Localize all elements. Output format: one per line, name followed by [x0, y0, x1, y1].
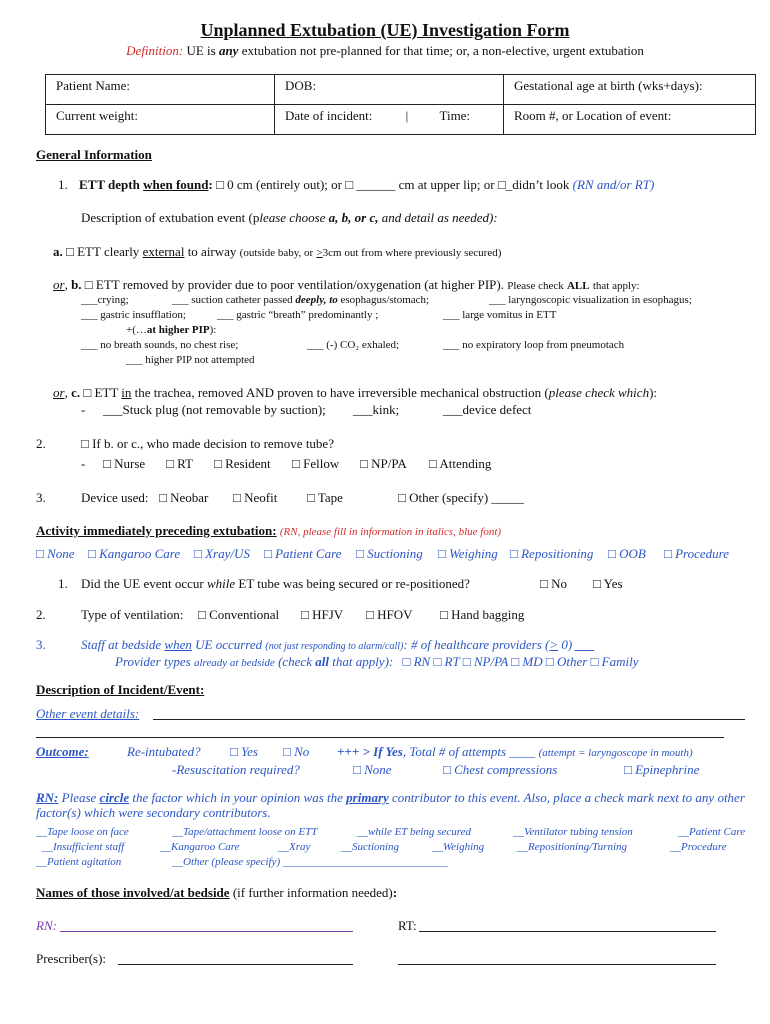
act-q2-number: 2.: [36, 607, 46, 622]
option-c-text-2: the trachea, removed AND proven to have irreversible mechanical obstruction (: [134, 385, 549, 400]
factor-procedure[interactable]: __Procedure: [670, 841, 727, 853]
act-q1-number: 1.: [58, 576, 68, 591]
q2-number: 2.: [36, 436, 46, 451]
activity-note: (RN, please fill in information in italics, blue font): [279, 526, 502, 538]
desc-prefix: Description of extubation event (p: [81, 210, 260, 225]
q2-text[interactable]: □ If b. or c., who made decision to remove tube?: [81, 436, 334, 451]
act-q1-no[interactable]: □ No: [540, 576, 567, 591]
activity-heading: Activity immediately preceding extubation:: [36, 523, 277, 538]
q2-nurse[interactable]: □ Nurse: [103, 456, 146, 471]
option-c-line: or, c. □ ETT in the trachea, removed AND proven to have irreversible mechanical obstruction (please check which):: [53, 385, 658, 400]
b-co2-exhaled[interactable]: ___ (-) CO₂ exhaled;: [307, 339, 400, 351]
q2-dash: -: [81, 456, 86, 471]
provider-md[interactable]: □ MD: [511, 654, 543, 669]
q3-number: 3.: [36, 490, 46, 505]
b-laryngoscopic[interactable]: ___ laryngoscopic visualization in esophagus;: [489, 294, 692, 306]
gestational-age-cell[interactable]: [504, 75, 756, 105]
other-event-label: Other event details:: [36, 706, 140, 721]
b-suction-catheter[interactable]: [172, 294, 429, 307]
staff-small: (not just responding to alarm/call): [265, 641, 404, 652]
desc-end: and detail as needed):: [381, 210, 498, 225]
staff-bedside-line: [81, 638, 595, 653]
provider-types-all: all: [315, 654, 329, 669]
ett-depth-question: [58, 178, 654, 193]
ventilation-label: Type of ventilation:: [81, 607, 184, 622]
b-crying[interactable]: ___crying;: [81, 294, 129, 306]
act-q1-text-1: Did the UE event occur: [81, 576, 204, 591]
option-c-text-3: ):: [649, 385, 658, 400]
option-c-or: or: [53, 385, 65, 400]
names-heading-paren: (if further information needed): [232, 885, 393, 900]
device-other[interactable]: □ Other (specify) _____: [398, 490, 524, 505]
factor-patient-agitation[interactable]: __Patient agitation: [36, 856, 122, 868]
ett-depth-colon: :: [208, 177, 213, 192]
prescriber-line[interactable]: [118, 964, 353, 965]
factor-other[interactable]: __Other (please specify) ______________________________: [172, 856, 448, 868]
rn-rt-note: (RN and/or RT): [572, 177, 655, 192]
room-cell[interactable]: [504, 105, 756, 135]
rn-primary: primary: [346, 790, 389, 805]
device-neobar[interactable]: □ Neobar: [159, 490, 209, 505]
definition-text-1: UE is: [186, 43, 216, 58]
b-no-breath-sounds[interactable]: ___ no breath sounds, no chest rise;: [81, 339, 239, 351]
rn-name-line[interactable]: [60, 931, 353, 932]
other-event-line-2[interactable]: [36, 737, 724, 738]
patient-info-table: [45, 74, 756, 135]
prescriber-label: Prescriber(s):: [36, 951, 107, 966]
option-a-line: [53, 245, 501, 260]
b-higher-pip-note: [126, 324, 216, 337]
rt-name-line[interactable]: [419, 931, 716, 932]
if-yes-label: +++ > If Yes: [337, 744, 403, 759]
provider-types-line: [115, 655, 639, 670]
option-c-label: c.: [71, 385, 81, 400]
extubation-description-prompt: [81, 211, 498, 226]
ett-option-cm[interactable]: □ ______ cm at upper lip; or: [345, 177, 495, 192]
rn-text-2: the factor which in your opinion was the: [132, 790, 343, 805]
c-stuck-plug[interactable]: ___Stuck plug (not removable by suction);: [103, 402, 326, 417]
option-b-all: ALL: [566, 280, 590, 292]
option-a-text-1: ETT clearly: [77, 244, 140, 259]
option-c-in: in: [121, 385, 132, 400]
activity-weighing[interactable]: □ Weighing: [438, 546, 498, 561]
incident-date-time-cell[interactable]: [275, 105, 504, 135]
staff-when: when: [164, 637, 192, 652]
staff-text-2: UE occurred: [195, 637, 263, 652]
activity-repositioning[interactable]: □ Repositioning: [510, 546, 594, 561]
patient-name-cell[interactable]: [46, 75, 275, 105]
rt-name-label: RT:: [398, 918, 417, 933]
factor-insufficient-staff[interactable]: __Insufficient staff: [42, 841, 125, 853]
when-found-label: when found: [143, 177, 209, 192]
factor-tape-attachment[interactable]: __Tape/attachment loose on ETT: [172, 826, 318, 838]
option-a-small: (outside baby, or: [239, 247, 314, 259]
b-gastric-insufflation[interactable]: ___ gastric insufflation;: [81, 309, 186, 321]
c-kink[interactable]: ___kink;: [353, 402, 400, 417]
total-attempts[interactable]: , Total # of attempts ____: [402, 744, 536, 759]
factor-kangaroo[interactable]: __Kangaroo Care: [160, 841, 240, 853]
rn-circle: circle: [99, 790, 130, 805]
provider-types-b: (check: [278, 654, 312, 669]
rn-label: RN:: [36, 790, 59, 805]
factor-tape-loose-face[interactable]: __Tape loose on face: [36, 826, 129, 838]
reintubated-no[interactable]: □ No: [283, 744, 310, 759]
desc-abc: a, b, or c,: [328, 210, 379, 225]
factor-repositioning[interactable]: __Repositioning/Turning: [517, 841, 628, 853]
c-device-defect[interactable]: ___device defect: [443, 402, 532, 417]
rn-text-3: contributor to this event. Also, place a check mark next to any: [392, 790, 715, 805]
option-b-small: Please check: [507, 280, 564, 292]
dob-label: DOB:: [285, 78, 317, 93]
act-q1-text: [81, 577, 470, 592]
staff-count-blank[interactable]: ___: [575, 637, 595, 652]
device-used-label: Device used:: [81, 490, 149, 505]
b-suction-a: ___ suction catheter passed: [172, 294, 293, 306]
activity-none[interactable]: □ None: [36, 546, 75, 561]
gestational-age-label: Gestational age at birth (wks+days):: [514, 78, 703, 93]
current-weight-label: Current weight:: [56, 108, 138, 123]
factor-patient-care[interactable]: __Patient Care: [678, 826, 746, 838]
activity-heading-line: [36, 524, 501, 539]
vent-hfov[interactable]: □ HFOV: [366, 607, 413, 622]
b-suction-b: deeply, to: [295, 294, 338, 306]
b-pip-a: +(…: [126, 324, 147, 336]
option-b-line: or, b. □ ETT removed by provider due to poor ventilation/oxygenation (at higher PIP). Please check ALL that apply:: [53, 277, 640, 292]
option-b-label: b.: [71, 277, 82, 292]
staff-gt: >: [549, 637, 559, 652]
factor-weighing[interactable]: __Weighing: [432, 841, 485, 853]
reintubated-label: Re-intubated?: [127, 744, 201, 759]
act-q1-while: while: [206, 576, 236, 591]
outcome-label: Outcome:: [36, 744, 89, 759]
b-gastric-breath[interactable]: ___ gastric “breath” predominantly ;: [217, 309, 379, 321]
b-pip-c: ):: [209, 324, 217, 336]
ett-option-didnt-look[interactable]: □_didn’t look: [497, 177, 570, 192]
q2-attending[interactable]: □ Attending: [429, 456, 492, 471]
definition-label: Definition:: [126, 43, 184, 58]
reintubated-yes[interactable]: □ Yes: [230, 744, 258, 759]
names-heading-colon: :: [392, 885, 398, 900]
resus-label: -Resuscitation required?: [172, 762, 300, 777]
rn-name-label: RN:: [36, 918, 57, 933]
factor-vent-tubing[interactable]: __Ventilator tubing tension: [513, 826, 633, 838]
option-a-small-2: 3cm out from where previously secured): [322, 247, 502, 259]
vent-hfjv[interactable]: □ HFJV: [301, 607, 344, 622]
q2-rt[interactable]: □ RT: [166, 456, 193, 471]
option-a-external: external: [142, 244, 185, 259]
option-b-small-2: that apply:: [592, 280, 640, 292]
attempt-note: (attempt = laryngoscope in mouth): [538, 747, 693, 759]
option-a-text-2: to airway: [187, 244, 237, 259]
names-heading: Names of those involved/at bedside: [36, 885, 230, 900]
provider-types-small: already at bedside: [193, 657, 275, 669]
desc-italic: lease choose: [259, 210, 326, 225]
general-info-heading: General Information: [36, 147, 152, 162]
b-no-expiratory-loop[interactable]: ___ no expiratory loop from pneumotach: [443, 339, 625, 351]
resus-chest[interactable]: □ Chest compressions: [443, 762, 558, 777]
date-time-separator: |: [405, 108, 409, 123]
option-a-gt: >: [316, 247, 323, 259]
other-event-line-1[interactable]: [153, 719, 745, 720]
b-suction-c: esophagus/stomach;: [340, 294, 430, 306]
definition-any: any: [218, 43, 239, 58]
device-neofit[interactable]: □ Neofit: [233, 490, 278, 505]
provider-rn[interactable]: □ RN: [402, 654, 431, 669]
option-b-text[interactable]: □ ETT removed by provider due to poor ventilation/oxygenation (at higher PIP).: [84, 277, 504, 292]
factor-while-secured[interactable]: __while ET being secured: [357, 826, 471, 838]
option-a-checkbox[interactable]: □: [66, 244, 74, 259]
provider-other[interactable]: □ Other: [545, 654, 588, 669]
activity-oob[interactable]: □ OOB: [608, 546, 646, 561]
activity-procedure[interactable]: □ Procedure: [664, 546, 730, 561]
provider-types-a: Provider types: [115, 654, 191, 669]
date-of-incident-label: Date of incident:: [285, 108, 373, 123]
act-q1-yes[interactable]: □ Yes: [593, 576, 623, 591]
b-pip-b: at higher PIP: [146, 324, 210, 336]
c-dash: -: [81, 402, 86, 417]
if-yes-attempts: [337, 745, 693, 760]
factor-suctioning[interactable]: __Suctioning: [341, 841, 400, 853]
option-b-or: or: [53, 277, 65, 292]
act-q3-number: 3.: [36, 637, 46, 652]
resus-none[interactable]: □ None: [353, 762, 392, 777]
activity-patient-care[interactable]: □ Patient Care: [264, 546, 342, 561]
ett-depth-label: ETT depth: [79, 177, 140, 192]
provider-rt[interactable]: □ RT: [433, 654, 460, 669]
room-label: Room #, or Location of event:: [514, 108, 672, 123]
vent-conventional[interactable]: □ Conventional: [198, 607, 280, 622]
staff-text-3: : # of healthcare providers (: [403, 637, 550, 652]
definition-text-2: extubation not pre-planned for that time; or, a non-elective, urgent extubation: [241, 43, 644, 58]
provider-np-pa[interactable]: □ NP/PA: [462, 654, 509, 669]
time-label: Time:: [439, 108, 471, 123]
vent-hand-bagging[interactable]: □ Hand bagging: [440, 607, 525, 622]
factor-xray[interactable]: __Xray: [278, 841, 311, 853]
names-heading-line: [36, 886, 397, 901]
activity-kangaroo[interactable]: □ Kangaroo Care: [88, 546, 181, 561]
b-large-vomitus[interactable]: ___ large vomitus in ETT: [443, 309, 557, 321]
device-tape[interactable]: □ Tape: [307, 490, 343, 505]
option-c-italic: please check which: [548, 385, 650, 400]
resus-epi[interactable]: □ Epinephrine: [624, 762, 700, 777]
q2-resident[interactable]: □ Resident: [214, 456, 271, 471]
activity-suctioning[interactable]: □ Suctioning: [356, 546, 423, 561]
q1-number: 1.: [58, 177, 68, 192]
ett-option-out[interactable]: □ 0 cm (entirely out); or: [216, 177, 342, 192]
current-weight-cell[interactable]: [46, 105, 275, 135]
option-c-text-1[interactable]: □ ETT: [83, 385, 119, 400]
b-higher-pip-not-attempted[interactable]: ___ higher PIP not attempted: [126, 354, 255, 366]
staff-text-1: Staff at bedside: [81, 637, 162, 652]
extra-name-line[interactable]: [398, 964, 716, 965]
rn-text-4: other factor(s) which were secondary contributors.: [36, 790, 745, 820]
rn-factor-instructions: [36, 791, 766, 821]
incident-heading: Description of Incident/Event:: [36, 682, 205, 697]
rn-text-1: Please: [61, 790, 97, 805]
patient-name-label: Patient Name:: [56, 78, 131, 93]
activity-xray[interactable]: □ Xray/US: [194, 546, 250, 561]
q2-fellow[interactable]: □ Fellow: [292, 456, 340, 471]
option-a-label: a.: [53, 244, 63, 259]
form-title: Unplanned Extubation (UE) Investigation Form: [200, 20, 570, 40]
q2-np-pa[interactable]: □ NP/PA: [360, 456, 407, 471]
provider-types-c: that apply):: [332, 654, 394, 669]
provider-family[interactable]: □ Family: [590, 654, 639, 669]
definition-line: [0, 44, 770, 59]
act-q1-text-2: ET tube was being secured or re-positioned?: [238, 576, 470, 591]
staff-text-4: 0): [561, 637, 573, 652]
dob-cell[interactable]: [275, 75, 504, 105]
